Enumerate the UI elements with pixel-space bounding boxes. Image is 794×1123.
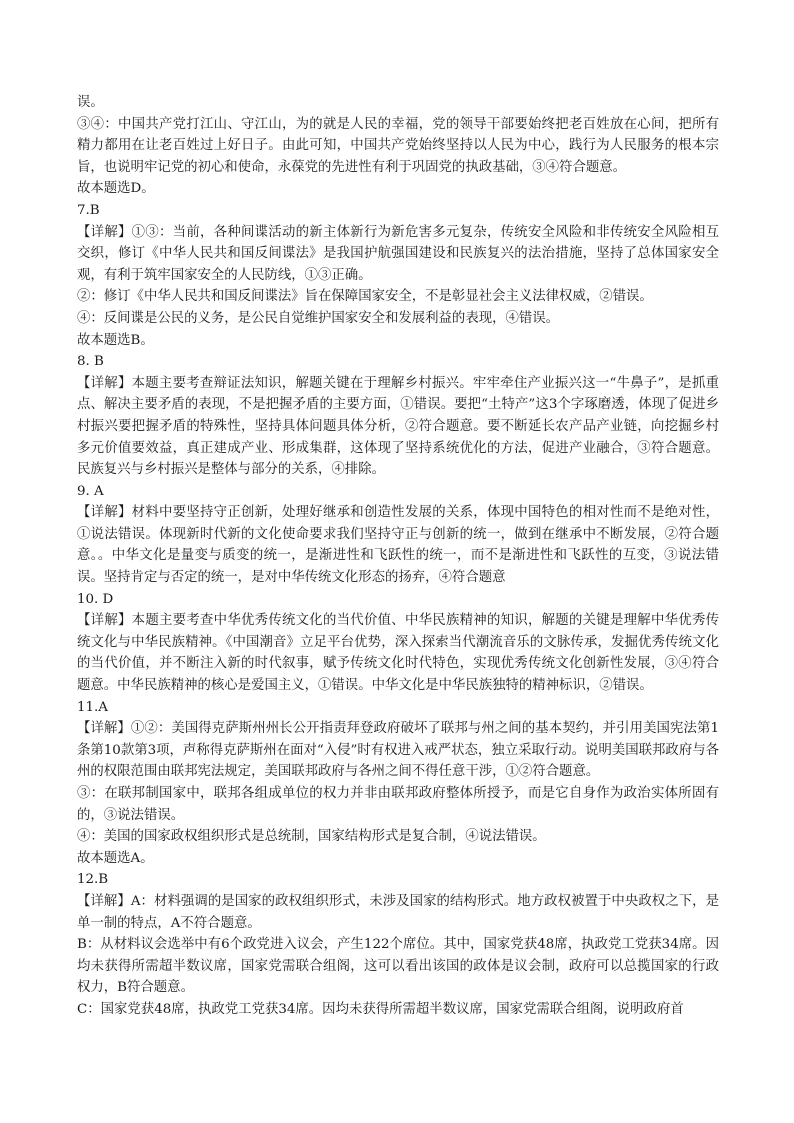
- paragraph: ③：在联邦制国家中，联邦各组成单位的权力并非由联邦政府整体所授予，而是它自身作为政治实体所固有的，③说法错误。: [77, 786, 719, 823]
- paragraph: 误。: [77, 95, 104, 110]
- paragraph: 故本题选D。: [77, 181, 155, 197]
- paragraph: ②：修订《中华人民共和国反间谍法》旨在保障国家安全，不是彰显社会主义法律权威，②错误。: [77, 289, 653, 305]
- answer-explanation-text: [77, 92, 719, 1021]
- paragraph: 【详解】①②：美国得克萨斯州州长公开指责拜登政府破坏了联邦与州之间的基本契约，并引用美国宪法第1条第10款第3项，声称得克萨斯州在面对“入侵”时有权进入戒严状态，独立采取行动。说明美国联邦政府与各州的权限范围由联邦宪法规定，美国联邦政府与各州之间不得任意干涉，①②符合题意。: [77, 721, 719, 780]
- question-answer-11: 11.A: [77, 699, 108, 715]
- question-answer-12: 12.B: [77, 872, 109, 888]
- paragraph: 【详解】A：材料强调的是国家的政权组织形式，未涉及国家的结构形式。地方政权被置于中央政权之下，是单一制的特点，A不符合题意。: [77, 893, 719, 931]
- paragraph: 【详解】本题主要考查辩证法知识，解题关键在于理解乡村振兴。牢牢牵住产业振兴这一“牛鼻子”，是抓重点、解决主要矛盾的表现，不是把握矛盾的主要方面，①错误。要把“土特产”这3个字琢磨透，体现了促进乡村振兴要把握矛盾的特殊性，坚持具体问题具体分析，②符合题意。要不断延长农产品产业链，向挖掘乡村多元价值要效益，真正建成产业、形成集群，这体现了坚持系统优化的方法，促进产业融合，③符合题意。民族复兴与乡村振兴是整体与部分的关系，④排除。: [77, 375, 719, 478]
- paragraph: C：国家党获48席，执政党工党获34席。因均未获得所需超半数议席，国家党需联合组阁，说明政府首: [77, 1001, 684, 1017]
- paragraph: 【详解】①③：当前，各种间谍活动的新主体新行为新危害多元复杂，传统安全风险和非传统安全风险相互交织，修订《中华人民共和国反间谍法》是我国护航强国建设和民族复兴的法治措施，坚持了总体国家安全观，有利于筑牢国家安全的人民防线，①③正确。: [77, 224, 719, 283]
- question-answer-9: 9. A: [77, 483, 104, 499]
- question-answer-7: 7.B: [77, 202, 100, 218]
- paragraph: 故本题选B。: [77, 332, 154, 348]
- paragraph: 【详解】本题主要考查中华优秀传统文化的当代价值、中华民族精神的知识，解题的关键是理解中华优秀传统文化与中华民族精神。《中国潮音》立足平台优势，深入探索当代潮流音乐的文脉传承，发掘优秀传统文化的当代价值，并不断注入新的时代叙事，赋予传统文化时代特色，实现优秀传统文化创新性发展，③④符合题意。中华民族精神的核心是爱国主义，①错误。中华文化是中华民族独特的精神标识，②错误。: [77, 613, 719, 694]
- paragraph: B：从材料议会选举中有6个政党进入议会，产生122个席位。其中，国家党获48席，执政党工党获34席。因均未获得所需超半数议席，国家党需联合组阁，这可以看出该国的政体是议会制，政府可以总揽国家的行政权力，B符合题意。: [77, 937, 719, 996]
- paragraph: ④：美国的国家政权组织形式是总统制，国家结构形式是复合制，④说法错误。: [77, 829, 546, 845]
- paragraph: ③④：中国共产党打江山、守江山，为的就是人民的幸福，党的领导干部要始终把老百姓放在心间，把所有精力都用在让老百姓过上好日子。由此可知，中国共产党始终坚持以人民为中心，践行为人民服务的根本宗旨，也说明牢记党的初心和使命，永葆党的先进性有利于巩固党的执政基础，③④符合题意。: [77, 116, 719, 175]
- paragraph: 故本题选A。: [77, 850, 154, 866]
- paragraph: 【详解】材料中要坚持守正创新，处理好继承和创造性发展的关系，体现中国特色的相对性而不是绝对性，①说法错误。体现新时代新的文化使命要求我们坚持守正与创新的统一，做到在继承中不断发展，②符合题意。。中华文化是量变与质变的统一，是渐进性和飞跃性的统一，而不是渐进性和飞跃性的互变，③说法错误。坚持肯定与否定的统一，是对中华传统文化形态的扬弃，④符合题意: [77, 505, 719, 586]
- question-answer-8: 8. B: [77, 354, 104, 370]
- paragraph: ④：反间谍是公民的义务，是公民自觉维护国家安全和发展利益的表现，④错误。: [77, 310, 560, 326]
- question-answer-10: 10. D: [77, 591, 114, 607]
